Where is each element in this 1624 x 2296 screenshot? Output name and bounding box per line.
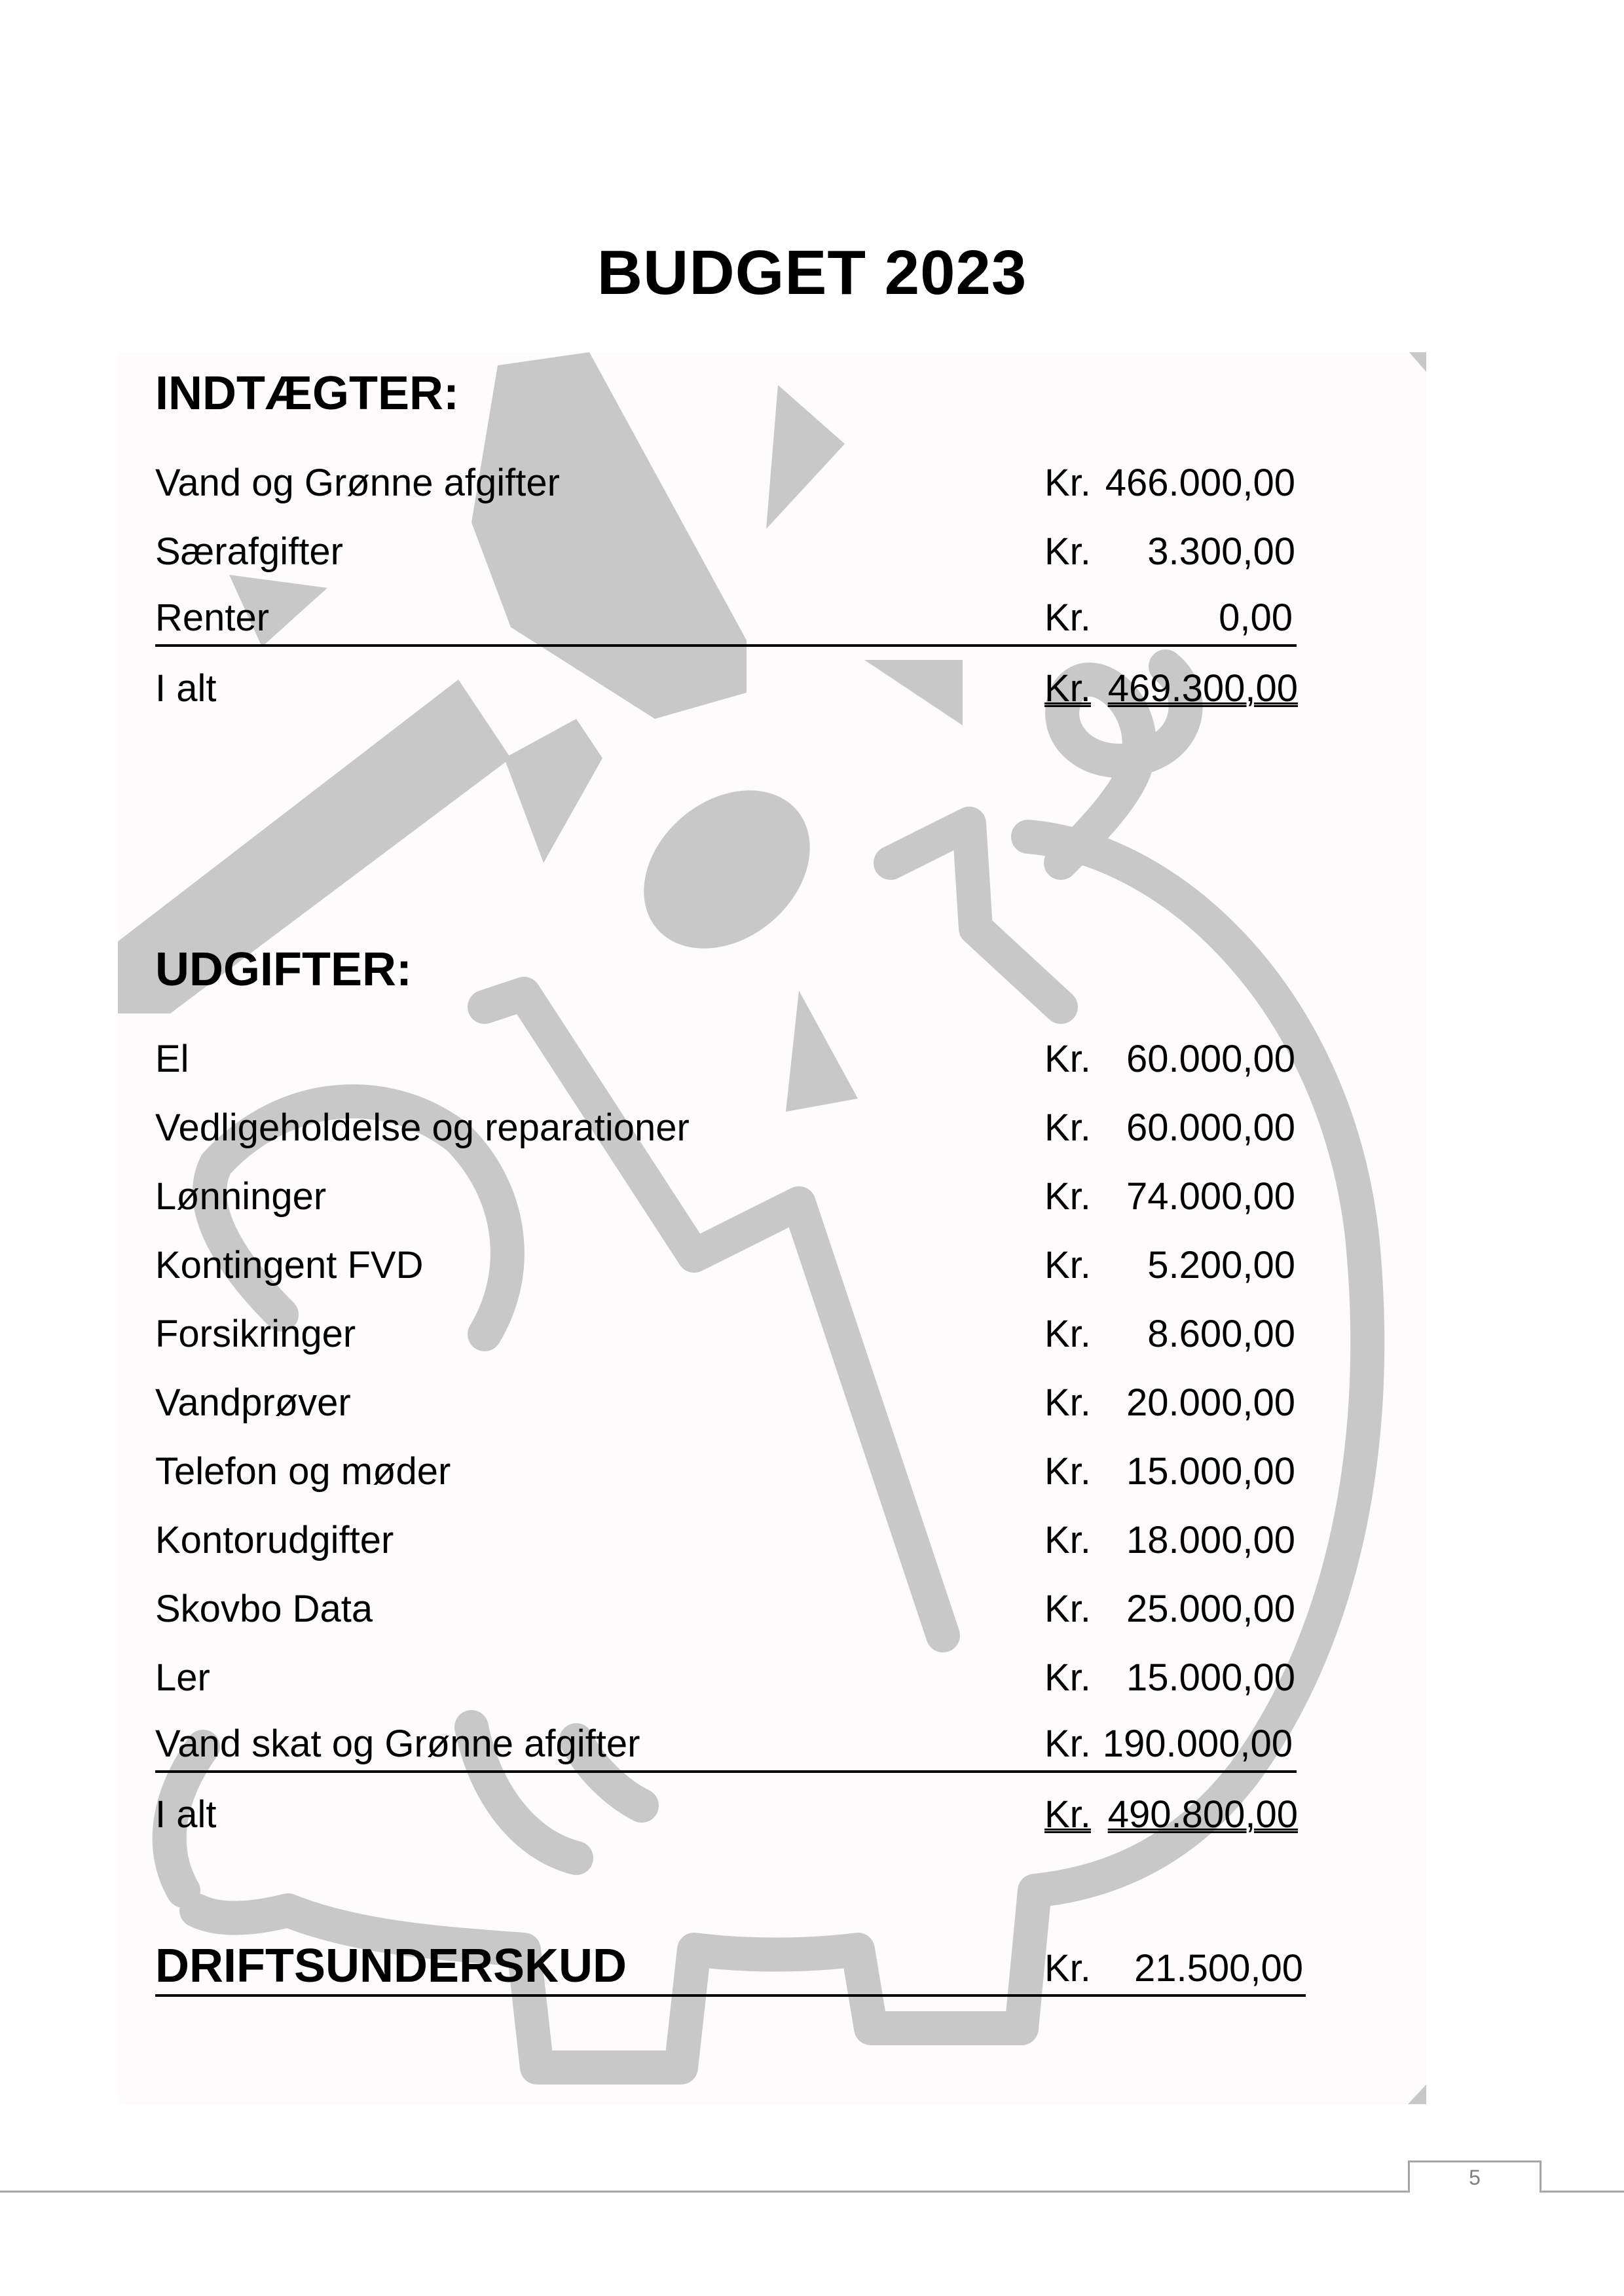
income-row — [155, 526, 1299, 578]
expense-row-label: Vedligeholdelse og reparationer — [155, 1106, 690, 1149]
currency-label: Kr. — [1044, 1175, 1091, 1218]
expense-row-label: Kontorudgifter — [155, 1519, 394, 1561]
expense-row — [155, 1239, 1299, 1292]
currency-label: Kr. — [1044, 1313, 1091, 1355]
page-number: 5 — [1408, 2160, 1541, 2193]
expense-row — [155, 1033, 1299, 1085]
expense-row-label: El — [155, 1038, 189, 1080]
expense-row — [155, 1718, 1297, 1773]
currency-label: Kr. — [1044, 1519, 1091, 1561]
operating-deficit-label: DRIFTSUNDERSKUD — [155, 1940, 627, 1992]
expense-total-label: I alt — [155, 1793, 217, 1836]
expense-row-amount: 18.000,00 — [1126, 1519, 1295, 1561]
expense-row — [155, 1377, 1299, 1429]
operating-deficit-row — [155, 1931, 1306, 1997]
currency-label: Kr. — [1044, 1793, 1091, 1836]
expense-total-amount: 490.800,00 — [1107, 1793, 1298, 1836]
expense-row-amount: 190.000,00 — [1102, 1722, 1293, 1765]
currency-label: Kr. — [1044, 1588, 1091, 1630]
income-total-row — [155, 663, 1299, 715]
income-row-label: Renter — [155, 596, 270, 639]
expense-row-amount: 20.000,00 — [1126, 1381, 1295, 1424]
expense-row-amount: 25.000,00 — [1126, 1588, 1295, 1630]
expense-row — [155, 1308, 1299, 1360]
currency-label: Kr. — [1044, 667, 1091, 710]
expense-row — [155, 1171, 1299, 1223]
expenses-heading: UDGIFTER: — [155, 943, 412, 996]
expense-row-label: Vand skat og Grønne afgifter — [155, 1722, 640, 1765]
page-title: BUDGET 2023 — [597, 238, 1027, 308]
expense-row-amount: 60.000,00 — [1126, 1106, 1295, 1149]
expense-row-amount: 15.000,00 — [1126, 1656, 1295, 1699]
operating-deficit-amount: 21.500,00 — [1134, 1947, 1303, 1990]
expense-total-row — [155, 1789, 1299, 1841]
footer-divider — [0, 2191, 1624, 2193]
expense-row-label: Lønninger — [155, 1175, 327, 1218]
currency-label: Kr. — [1044, 530, 1091, 573]
income-total-label: I alt — [155, 667, 217, 710]
expense-row-amount: 5.200,00 — [1147, 1244, 1295, 1286]
expense-row — [155, 1652, 1299, 1704]
currency-label: Kr. — [1044, 1106, 1091, 1149]
currency-label: Kr. — [1044, 596, 1091, 639]
income-row-amount: 0,00 — [1219, 596, 1293, 639]
expense-row-label: Forsikringer — [155, 1313, 356, 1355]
currency-label: Kr. — [1044, 1038, 1091, 1080]
expense-row — [155, 1514, 1299, 1567]
expense-row-amount: 74.000,00 — [1126, 1175, 1295, 1218]
currency-label: Kr. — [1044, 1381, 1091, 1424]
expense-row — [155, 1102, 1299, 1154]
expense-row-label: Telefon og møder — [155, 1450, 451, 1493]
income-row-amount: 466.000,00 — [1105, 462, 1295, 504]
expense-row-label: Kontingent FVD — [155, 1244, 424, 1286]
expense-row-label: Ler — [155, 1656, 210, 1699]
currency-label: Kr. — [1044, 1450, 1091, 1493]
expense-row-amount: 15.000,00 — [1126, 1450, 1295, 1493]
expense-row-label: Vandprøver — [155, 1381, 351, 1424]
currency-label: Kr. — [1044, 1722, 1091, 1765]
currency-label: Kr. — [1044, 462, 1091, 504]
currency-label: Kr. — [1044, 1656, 1091, 1699]
income-row-label: Vand og Grønne afgifter — [155, 462, 560, 504]
currency-label: Kr. — [1044, 1947, 1091, 1990]
income-total-amount: 469.300,00 — [1107, 667, 1298, 710]
expense-row — [155, 1446, 1299, 1498]
income-heading: INDTÆGTER: — [155, 367, 459, 420]
income-row — [155, 457, 1299, 509]
expense-row — [155, 1583, 1299, 1635]
currency-label: Kr. — [1044, 1244, 1091, 1286]
expense-row-amount: 8.600,00 — [1147, 1313, 1295, 1355]
expense-row-amount: 60.000,00 — [1126, 1038, 1295, 1080]
income-row-label: Særafgifter — [155, 530, 343, 573]
expense-row-label: Skovbo Data — [155, 1588, 373, 1630]
income-row-amount: 3.300,00 — [1147, 530, 1295, 573]
income-row — [155, 592, 1297, 647]
